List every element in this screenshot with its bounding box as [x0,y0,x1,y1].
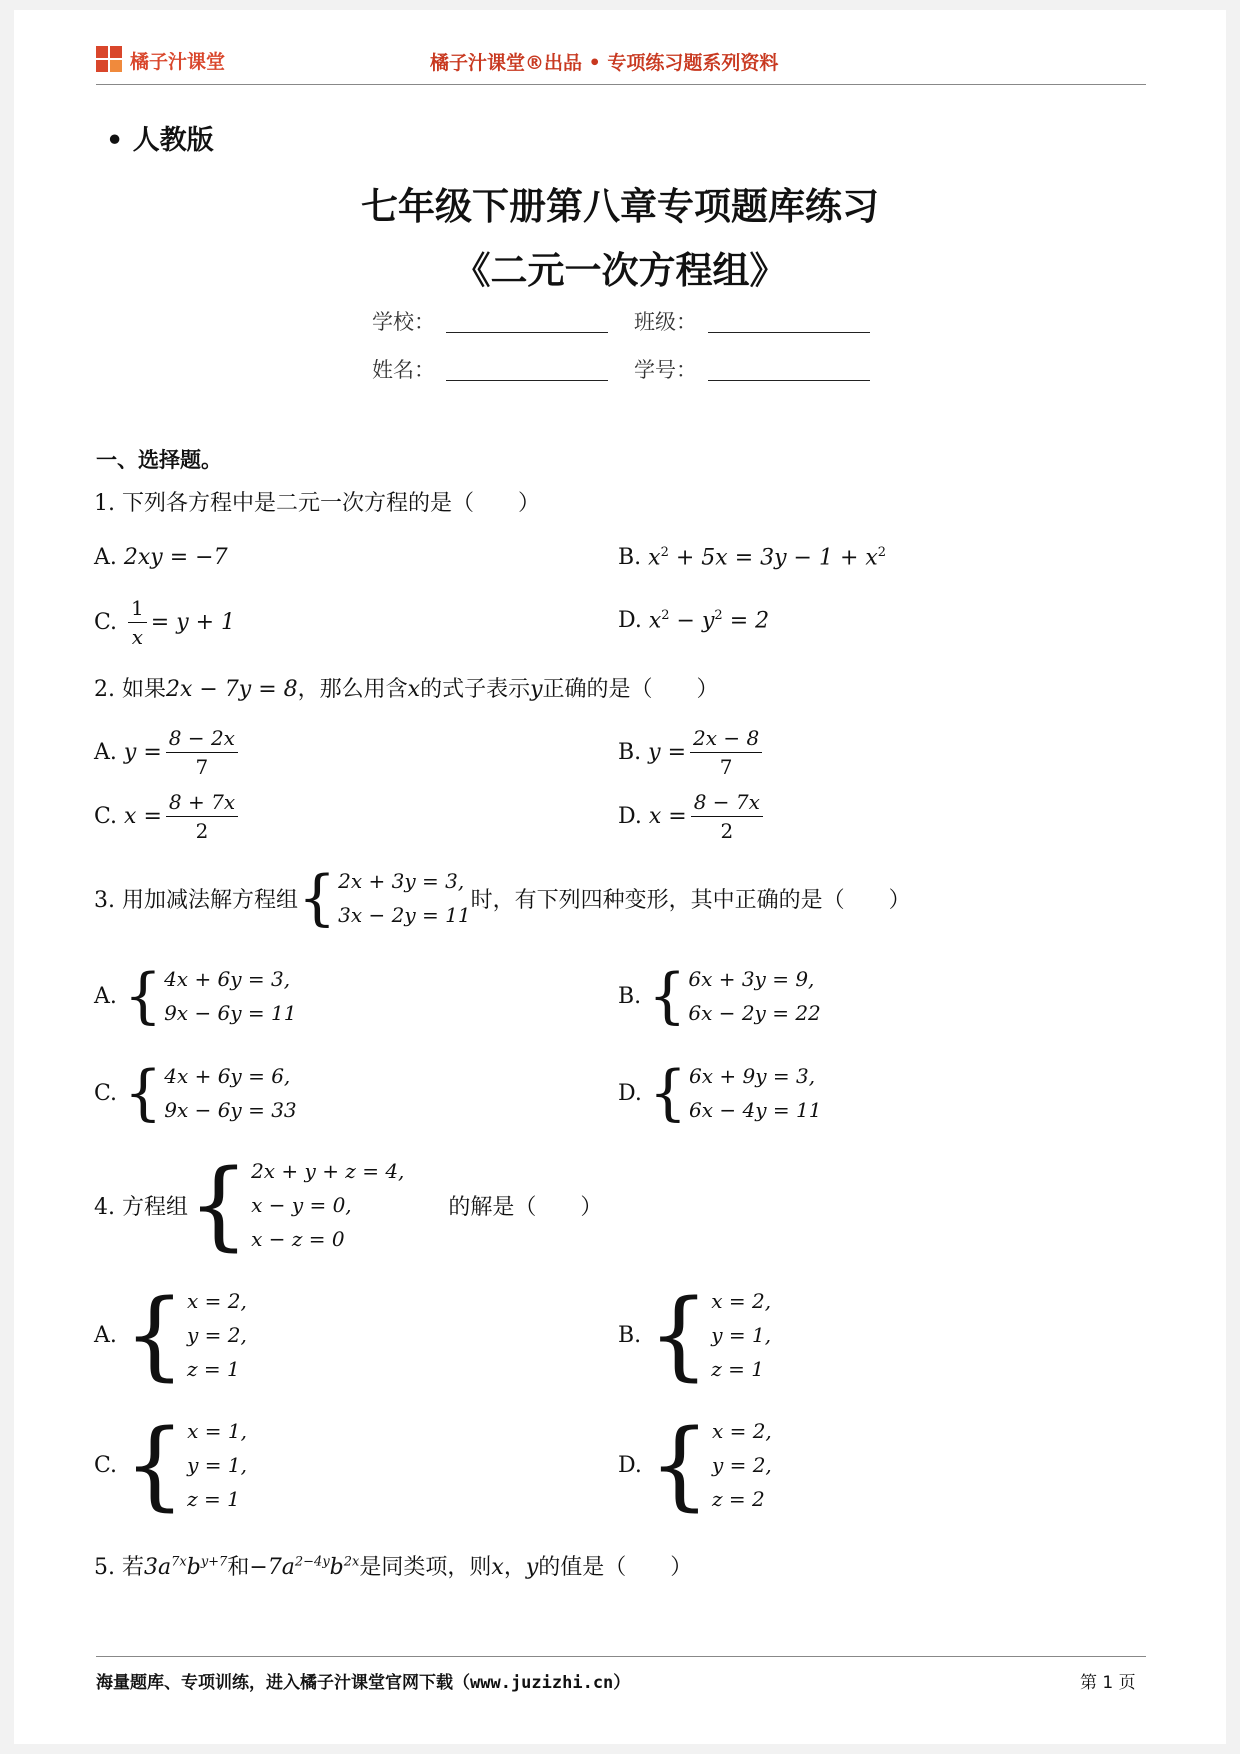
question-5-stem: 5. 若$3a^{7x}b^{y+7}$和$-7a^{2-4y}b^{2x}$是同类项，则x，y的值是（ ） [94,1554,693,1580]
option-label: B. [618,983,642,1009]
q1-d-sup2: 2 [714,608,723,623]
option-label: B. [618,545,642,571]
q2-a-num: 8 − 2x [166,726,238,753]
q2-d-num: 8 − 7x [691,790,763,817]
option-label: D. [618,1080,642,1106]
q3-option-b[interactable]: B. { 6x + 3y = 9, 6x − 2y = 22 [618,961,821,1031]
option-label: A. [94,1322,117,1348]
q1-d-sup: 2 [661,608,670,623]
q2-c-lhs: x = [124,804,162,829]
q2-option-b[interactable] [618,726,766,779]
q4-option-a[interactable]: A. { x = 2, y = 2, z = 1 [94,1279,247,1391]
school-label: 学校： [372,310,435,334]
number-label: 学号： [634,358,697,382]
logo-text: 橘子汁课堂 [130,50,226,73]
option-label: A. [94,545,117,570]
class-label: 班级： [634,310,697,334]
option-label: D. [618,804,642,829]
q2-a-lhs: y = [123,740,162,765]
q2-b-num: 2x − 8 [690,726,762,753]
option-label: C. [94,1452,118,1478]
name-label: 姓名： [372,358,435,382]
header-divider [96,84,1146,85]
number-blank[interactable] [708,380,870,381]
header-title: 橘子汁课堂®出品 • 专项练习题系列资料 [430,52,779,74]
footer-text: 海量题库、专项训练，进入橘子汁课堂官网下载（www.juzizhi.cn） [96,1673,631,1693]
q2-d-lhs: x = [648,804,687,829]
q3-option-c[interactable]: C. { 4x + 6y = 6, 9x − 6y = 33 [94,1058,297,1128]
q1-a-expr: 2xy = −7 [123,545,228,570]
option-label: A. [94,983,117,1009]
q2-option-c[interactable] [94,790,242,843]
q4-option-b[interactable]: B. { x = 2, y = 1, z = 1 [618,1279,772,1391]
q1-option-b[interactable] [618,545,886,570]
option-label: B. [618,740,642,765]
class-blank[interactable] [708,332,870,333]
q1-b-sup2: 2 [877,545,887,560]
option-label: C. [94,1080,118,1106]
q1-d-rest: = 2 [722,608,770,634]
question-4-stem: 4. 方程组 { 2x + y + z = 4, x − y = 0, x − z = 0 的解是（ ） [94,1149,603,1261]
option-label: C. [94,610,118,635]
q1-c-den: x [131,625,144,649]
q1-option-a[interactable] [94,545,228,570]
question-3-stem: 3. 用加减法解方程组 { 2x + 3y = 3, 3x − 2y = 11 时，有下列四种变形，其中正确的是（ ） [94,863,911,933]
q2-c-den: 2 [195,819,209,843]
logo[interactable] [96,46,225,74]
q1-c-num: 1 [128,596,147,623]
q4-option-d[interactable]: D. { x = 2, y = 2, z = 2 [618,1409,772,1521]
q2-option-d[interactable] [618,790,767,843]
q1-b-x: x [648,545,661,571]
logo-icon [96,46,124,74]
page-number: 第 1 页 [1080,1673,1136,1693]
option-label: D. [618,1452,642,1478]
q3-option-d[interactable]: D. { 6x + 9y = 3, 6x − 4y = 11 [618,1058,822,1128]
q2-b-den: 7 [719,755,733,779]
option-label: B. [618,1322,642,1348]
school-blank[interactable] [446,332,608,333]
q1-b-rest: + 5x = 3y − 1 + x [668,545,878,571]
option-label: A. [94,740,117,765]
footer-divider [96,1656,1146,1657]
page-subtitle: 《二元一次方程组》 [453,249,787,292]
q3-option-a[interactable]: A. { 4x + 6y = 3, 9x − 6y = 11 [94,961,297,1031]
q1-option-c[interactable] [94,596,235,649]
q2-d-den: 2 [720,819,734,843]
q4-option-c[interactable]: C. { x = 1, y = 1, z = 1 [94,1409,247,1521]
question-1-stem: 1. 下列各方程中是二元一次方程的是（ ） [94,491,540,516]
edition-label: • 人教版 [106,125,214,156]
name-blank[interactable] [446,380,608,381]
q1-option-d[interactable] [618,608,769,633]
q2-a-den: 7 [195,755,209,779]
page-title: 七年级下册第八章专项题库练习 [361,185,879,228]
q1-d-x: x [648,608,662,634]
option-label: C. [94,804,118,829]
question-2-stem: 2. 如果2x − 7y = 8，那么用含x的式子表示y正确的是（ ） [94,677,719,702]
q1-d-y: − y [669,608,715,634]
q1-c-rest: = y + 1 [150,610,236,635]
option-label: D. [618,608,642,634]
q2-b-lhs: y = [648,740,687,765]
q2-c-num: 8 + 7x [166,790,238,817]
q2-option-a[interactable] [94,726,242,779]
section-title: 一、选择题。 [96,448,222,472]
q1-b-sup: 2 [660,545,669,560]
